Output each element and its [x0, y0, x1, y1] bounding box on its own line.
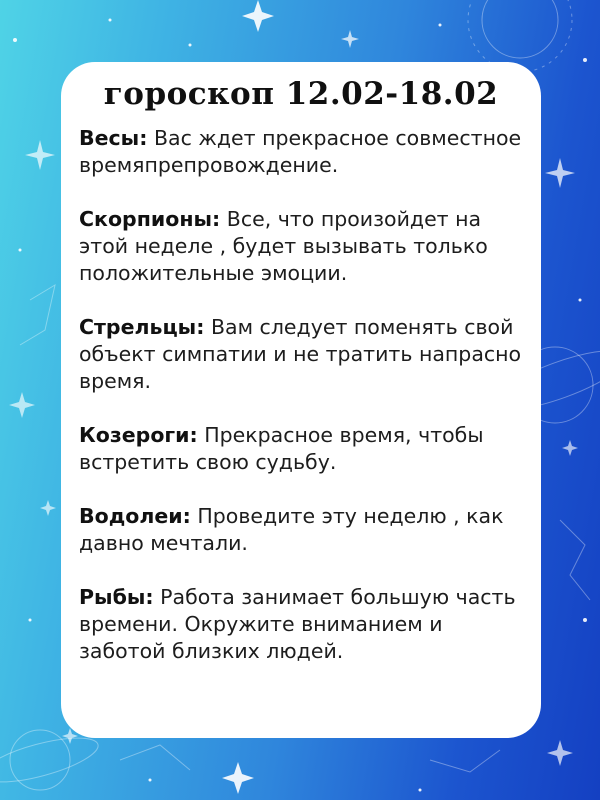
sign-label: Козероги: [79, 423, 198, 447]
star-icon [242, 0, 274, 32]
forecast-text: Все, что произойдет на этой неделе , будет вызывать только положительные эмоции. [79, 207, 488, 285]
star-icon [545, 158, 575, 188]
sign-label: Весы: [79, 126, 148, 150]
star-icon [222, 762, 254, 794]
star-icon [341, 30, 359, 48]
page-title: гороскоп 12.02-18.02 [103, 76, 499, 112]
star-icon [562, 440, 578, 456]
sign-label: Водолеи: [79, 504, 191, 528]
star-icon [547, 740, 573, 766]
horoscope-entry-aquarius [79, 503, 523, 557]
sign-label: Рыбы: [79, 585, 154, 609]
star-icon [25, 140, 55, 170]
horoscope-entry-scorpio [79, 206, 523, 287]
sign-label: Стрельцы: [79, 315, 205, 339]
horoscope-card [61, 62, 541, 738]
horoscope-entry-sagittarius [79, 314, 523, 395]
star-icon [40, 500, 56, 516]
forecast-text: Прекрасное время, чтобы встретить свою судьбу. [79, 423, 484, 474]
horoscope-list [79, 125, 523, 665]
forecast-text: Работа занимает большую часть времени. Окружите вниманием и заботой близких людей. [79, 585, 516, 663]
star-icon [9, 392, 35, 418]
forecast-text: Проведите эту неделю , как давно мечтали. [79, 504, 504, 555]
forecast-text: Вас ждет прекрасное совместное времяпрепровождение. [79, 126, 522, 177]
sign-label: Скорпионы: [79, 207, 221, 231]
horoscope-entry-capricorn [79, 422, 523, 476]
horoscope-entry-libra [79, 125, 523, 179]
forecast-text: Вам следует поменять свой объект симпатии и не тратить напрасно время. [79, 315, 522, 393]
horoscope-entry-pisces [79, 584, 523, 665]
